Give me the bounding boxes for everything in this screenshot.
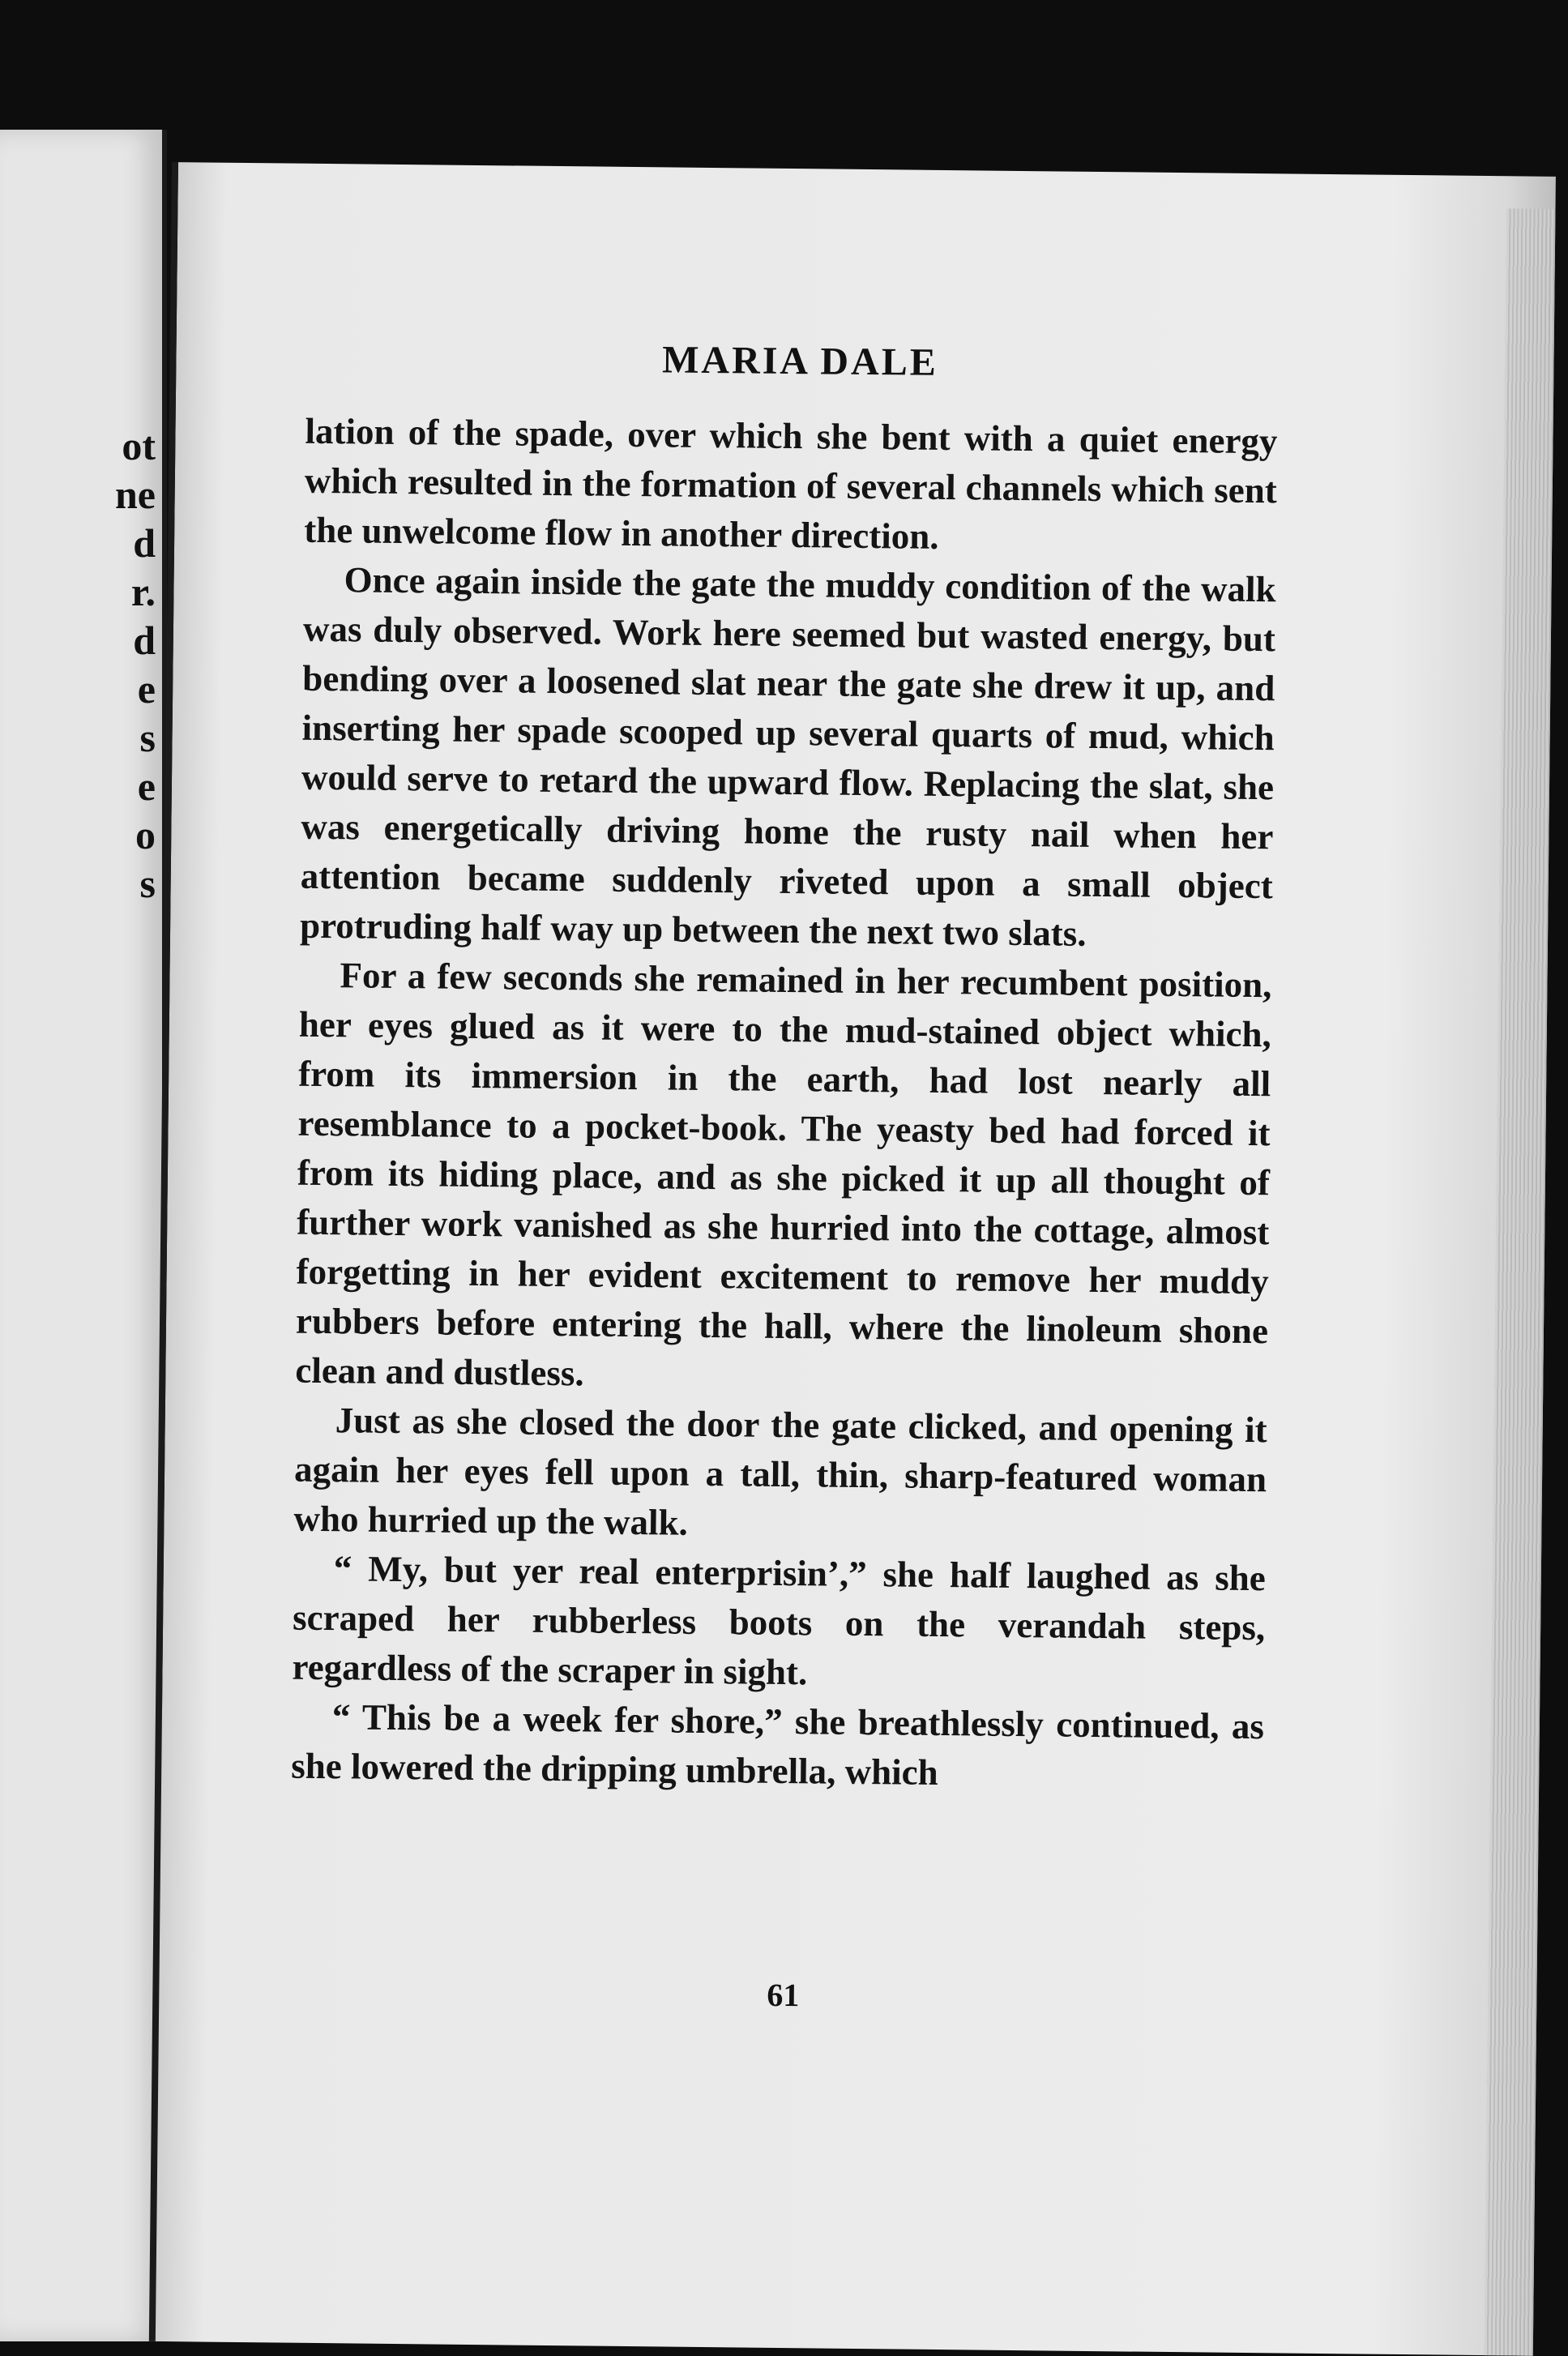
- facing-page-left: [0, 130, 167, 2341]
- facing-page-fragment: e: [137, 666, 156, 712]
- paragraph: Just as she closed the door the gate clicked, and opening it again her eyes fell upon a tall, thin, sharp-featured woman who hurried up the walk.: [293, 1400, 1267, 1543]
- facing-page-fragment: s: [139, 715, 156, 760]
- paragraph: “ My, but yer real enterprisin’,” she half laughed as she scraped her rubberless boots on the verandah steps, regardless of the scraper in sight.: [292, 1548, 1267, 1693]
- facing-page-fragment: s: [139, 861, 156, 906]
- facing-page-fragment: ot: [122, 423, 156, 468]
- facing-page-fragment: ne: [115, 472, 156, 517]
- page-edge-stack: [1485, 208, 1556, 2355]
- paragraph: lation of the spade, over which she bent with a quiet energy which resulted in the formation of several channels which sent the unwelcome flow in another direction.: [303, 410, 1278, 557]
- body-text: [291, 407, 1278, 1801]
- facing-page-fragment: d: [133, 618, 156, 663]
- facing-page-fragment: e: [137, 763, 156, 809]
- running-head: MARIA DALE: [661, 338, 939, 384]
- book-page: [149, 162, 1556, 2356]
- facing-page-fragment: o: [135, 812, 156, 857]
- facing-page-text-fragments: [115, 421, 156, 908]
- paragraph: “ This be a week fer shore,” she breathlessly continued, as she lowered the dripping umbrella, which: [291, 1696, 1265, 1794]
- facing-page-fragment: r.: [130, 569, 156, 614]
- facing-page-fragment: d: [133, 520, 156, 566]
- page-number: 61: [767, 1976, 800, 2014]
- paragraph: Once again inside the gate the muddy condition of the walk was duly observed. Work here seemed but wasted energy, but bending over a loosened slat near the gate she drew it up, and inserting her spade scooped up several quarts of mud, which would serve to retard the upward flow. Replacing the slat, she was energetically driving home the rusty nail when her attention became suddenly riveted upon a small object protruding half way up between the next two slats.: [299, 559, 1276, 954]
- paragraph: For a few seconds she remained in her recumbent position, her eyes glued as it were to the mud-stained object which, from its immersion in the earth, had lost nearly all resemblance to a pocket-book. The yeasty bed had forced it from its hiding place, and as she picked it up all thought of further work vanished as she hurried into the cottage, almost forgetting in her evident excitement to remove her muddy rubbers before entering the hall, where the linoleum shone clean and dustless.: [295, 955, 1272, 1394]
